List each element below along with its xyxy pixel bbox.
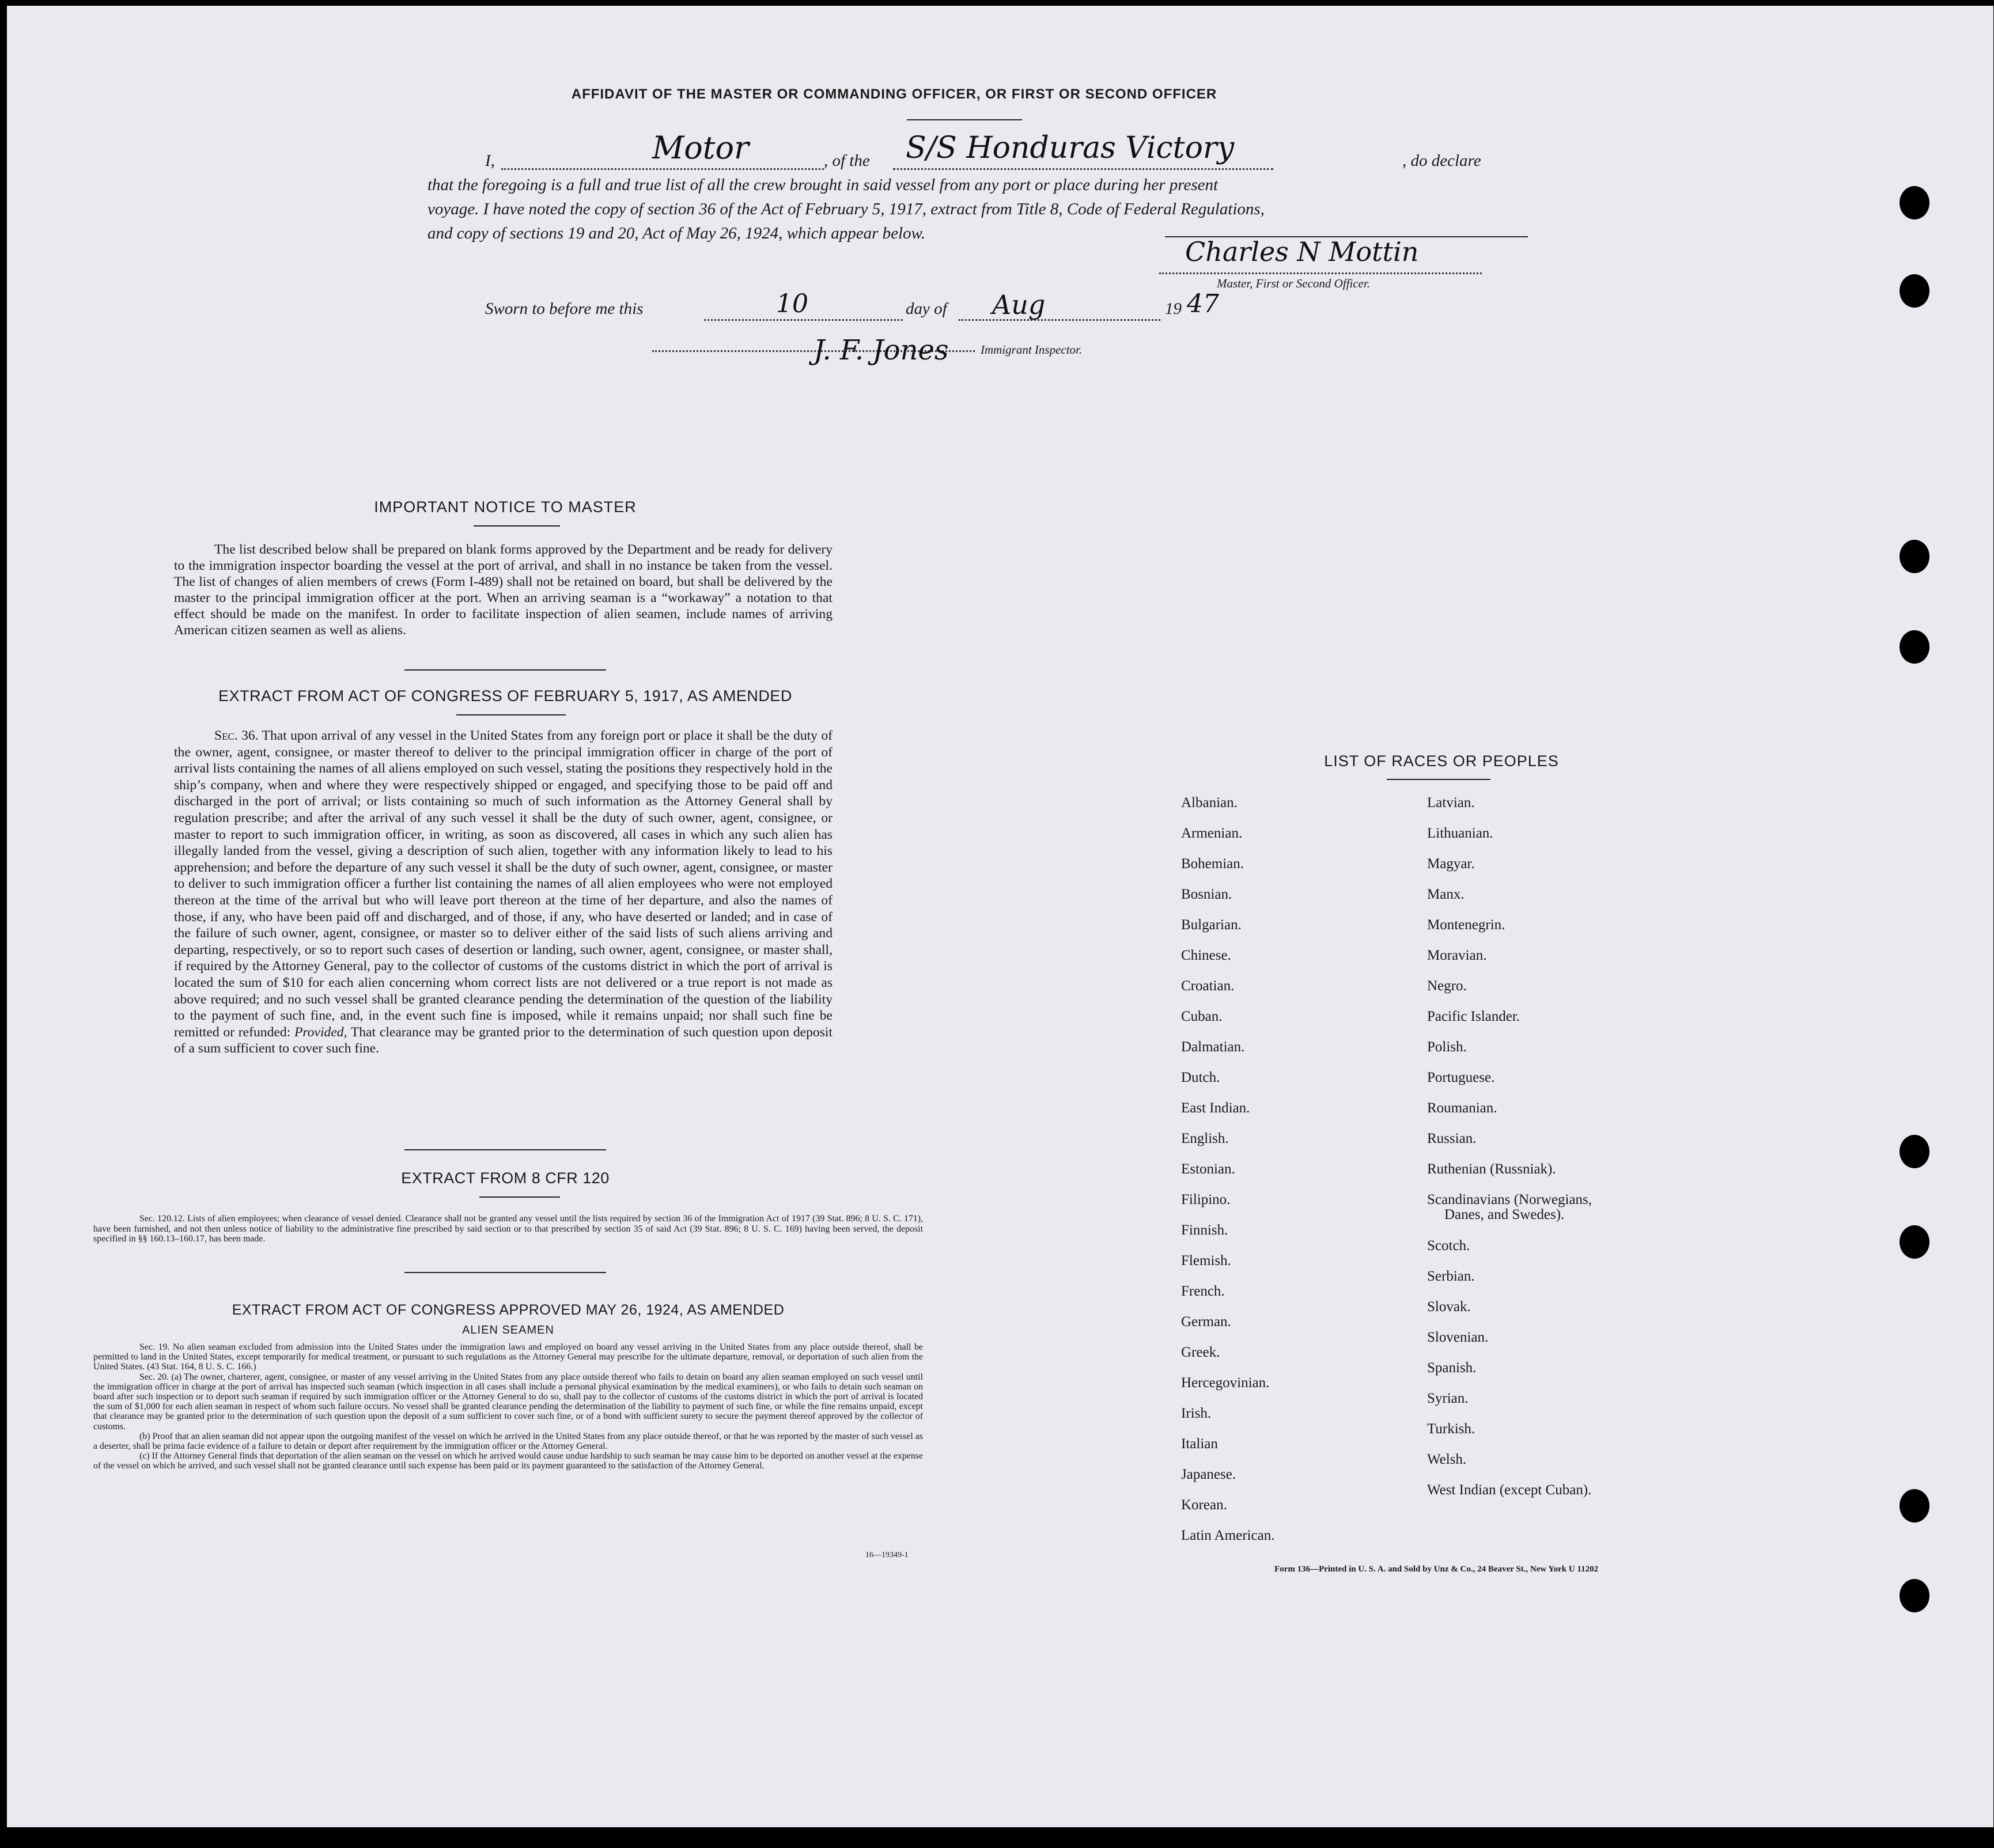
sec-20c: (c) If the Attorney General finds that deportation of the alien seaman on the vessel on which he arrived would cause undue hardship to such seaman he may cause him to be deported on another vessel at the expense of the vessel on which he arrived, and such vessel shall not be granted clearance until such expense has been paid or its payment guaranteed to the satisfaction of the Attorney General. bbox=[93, 1451, 923, 1471]
race-list-item: Croatian. bbox=[1181, 978, 1235, 994]
punch-hole bbox=[1900, 1135, 1929, 1168]
divider bbox=[479, 1196, 560, 1198]
race-list-item: Roumanian. bbox=[1427, 1100, 1497, 1116]
affidavit-body bbox=[427, 130, 1511, 245]
notice-body: The list described below shall be prepared on blank forms approved by the Department and be ready for delivery to the immigration inspector boarding the vessel at the port of arrival, and shall in no instance be taken from the vessel. The list of changes of alien members of crews (Form I-489) shall not be retained on board, but shall be delivered by the master to the principal immigration officer at the port. When an arriving seaman is a “workaway” a notation to that effect should be made on the manifest. In order to facilitate inspection of alien seamen, include names of arriving American citizen seamen as well as aliens. bbox=[174, 542, 833, 638]
races-left-column bbox=[1181, 795, 1400, 1558]
inspector-signature: J. F. Jones bbox=[814, 334, 949, 366]
race-list-item: Estonian. bbox=[1181, 1161, 1235, 1177]
race-list-item: Syrian. bbox=[1427, 1391, 1469, 1406]
sworn-year: 47 bbox=[1187, 289, 1219, 319]
race-list-item: Scandinavians (Norwegians, bbox=[1427, 1192, 1592, 1207]
master-signature: Charles N Mottin bbox=[1185, 236, 1419, 267]
sworn-month: Aug bbox=[992, 289, 1046, 320]
race-list-item: Bulgarian. bbox=[1181, 917, 1242, 933]
race-list-item: Manx. bbox=[1427, 887, 1465, 902]
affidavit-declaration-line bbox=[427, 130, 1511, 173]
race-list-item: Portuguese. bbox=[1427, 1070, 1495, 1085]
printer-line: Form 136—Printed in U. S. A. and Sold by Unz & Co., 24 Beaver St., New York U 11202 bbox=[1274, 1565, 1599, 1574]
races-title: LIST OF RACES OR PEOPLES bbox=[1324, 752, 1559, 770]
race-list-item: Korean. bbox=[1181, 1497, 1227, 1513]
race-list-item: Lithuanian. bbox=[1427, 825, 1493, 841]
race-list-item: English. bbox=[1181, 1131, 1229, 1146]
affidavit-line: voyage. I have noted the copy of section 36 of the Act of February 5, 1917, extract from Title 8, Code of Federal Regulations, bbox=[427, 200, 1265, 218]
sec-20b: (b) Proof that an alien seaman did not appear upon the outgoing manifest of the vessel on which he arrived in the United States from any place outside thereof, or that he was reported by the master of such vessel as a deserter, shall be prima facie evidence of a failure to detain or deport after requirement by the immigration officer or the Attorney General. bbox=[93, 1431, 923, 1452]
race-list-item: Dalmatian. bbox=[1181, 1039, 1245, 1055]
of-the-label: , of the bbox=[824, 152, 870, 170]
punch-hole bbox=[1900, 540, 1929, 573]
provided-word: Provided, bbox=[294, 1024, 347, 1040]
document-page bbox=[7, 6, 1993, 1827]
year-prefix: 19 bbox=[1165, 300, 1182, 318]
extract-1924-title: EXTRACT FROM ACT OF CONGRESS APPROVED MAY 26, 1924, AS AMENDED bbox=[232, 1302, 785, 1318]
affidavit-line: that the foregoing is a full and true list of all the crew brought in said vessel from any port or place during her present bbox=[427, 176, 1219, 194]
race-list-item: Hercegovinian. bbox=[1181, 1375, 1270, 1391]
race-list-item: Cuban. bbox=[1181, 1009, 1223, 1024]
race-list-item: Japanese. bbox=[1181, 1467, 1236, 1482]
handwritten-name: Motor bbox=[652, 130, 749, 166]
race-list-item: Pacific Islander. bbox=[1427, 1009, 1520, 1024]
day-of-label: day of bbox=[906, 300, 947, 318]
sec-19: Sec. 19. No alien seaman excluded from admission into the United States under the immigration laws and employed on board any vessel arriving in the United States from any place outside thereof, shall be permitted to land in the United States, except temporarily for medical treatment, or pursuant to such regulations as the Attorney General may prescribe for the ultimate departure, removal, or deportation of such alien from the United States. (43 Stat. 164, 8 U. S. C. 166.) bbox=[93, 1342, 923, 1372]
divider bbox=[404, 669, 606, 671]
race-list-item: Russian. bbox=[1427, 1131, 1477, 1146]
divider bbox=[404, 1272, 606, 1273]
race-list-item: Polish. bbox=[1427, 1039, 1467, 1055]
punch-hole bbox=[1900, 186, 1929, 219]
race-list-item: Montenegrin. bbox=[1427, 917, 1505, 933]
race-list-item: Filipino. bbox=[1181, 1192, 1231, 1207]
race-list-item: Serbian. bbox=[1427, 1268, 1475, 1284]
section-text-end: That clearance may be granted prior to the determination of such question upon deposit of a sum sufficient to cover such fine. bbox=[174, 1024, 833, 1056]
extract-cfr-title: EXTRACT FROM 8 CFR 120 bbox=[401, 1169, 610, 1187]
extract-1917-title: EXTRACT FROM ACT OF CONGRESS OF FEBRUARY 5, 1917, AS AMENDED bbox=[218, 687, 792, 705]
race-list-item: East Indian. bbox=[1181, 1100, 1250, 1116]
race-list-item: Danes, and Swedes). bbox=[1444, 1207, 1565, 1222]
race-list-item: Latin American. bbox=[1181, 1528, 1275, 1543]
race-list-item: Bosnian. bbox=[1181, 887, 1232, 902]
punch-hole bbox=[1900, 274, 1929, 308]
form-number: 16—19349-1 bbox=[865, 1551, 909, 1559]
extract-1924-subtitle: ALIEN SEAMEN bbox=[462, 1324, 554, 1336]
race-list-item: West Indian (except Cuban). bbox=[1427, 1482, 1592, 1498]
divider bbox=[404, 1149, 606, 1150]
race-list-item: Scotch. bbox=[1427, 1238, 1470, 1254]
affidavit-i: I, bbox=[485, 152, 495, 170]
sworn-label: Sworn to before me this bbox=[485, 300, 644, 318]
race-list-item: Finnish. bbox=[1181, 1222, 1228, 1238]
punch-hole bbox=[1900, 1579, 1929, 1612]
section-label: Sec. 36. bbox=[214, 728, 259, 743]
race-list-item: Ruthenian (Russniak). bbox=[1427, 1161, 1556, 1177]
do-declare-label: , do declare bbox=[1402, 152, 1481, 170]
sworn-line bbox=[485, 289, 1223, 323]
extract-1924-body bbox=[93, 1342, 923, 1471]
race-list-item: Spanish. bbox=[1427, 1360, 1477, 1376]
race-list-item: Irish. bbox=[1181, 1406, 1212, 1421]
race-list-item: Italian bbox=[1181, 1436, 1218, 1452]
sec-20a: Sec. 20. (a) The owner, charterer, agent, consignee, or master of any vessel arriving in the United States from any place outside thereof who fails to detain on board any alien seaman employed on such vessel until the immigration officer in charge at the port of arrival has inspected such seaman (which inspection in all cases shall include a personal physical examination by the medical examiners), or who fails to detain such seaman on board after such inspection or to deport such seaman if required by such immigration officer or the Attorney General to do so, shall pay to the collector of customs of the customs district in which the port of arrival is located the sum of $1,000 for each alien seaman in respect of whom such failure occurs. No vessel shall be granted clearance pending the determination of the liability to payment of such fine, or while the fine remains unpaid, except that clearance may be granted prior to the determination of such question upon the deposit of a sum sufficient to cover such fine, or of a bond with sufficient surety to secure the payment thereof approved by the collector of customs. bbox=[93, 1372, 923, 1432]
vessel-blank-line bbox=[893, 168, 1273, 170]
races-right-column bbox=[1427, 795, 1698, 1513]
punch-hole bbox=[1900, 630, 1929, 664]
punch-hole bbox=[1900, 1225, 1929, 1259]
race-list-item: Negro. bbox=[1427, 978, 1467, 994]
notice-title: IMPORTANT NOTICE TO MASTER bbox=[374, 498, 637, 516]
sworn-day: 10 bbox=[776, 289, 808, 319]
section-text: That upon arrival of any vessel in the United States from any foreign port or place it shall be the duty of the owner, agent, consignee, or master thereof to deliver to the principal immigration officer in charge of the port of arrival lists containing the names of all aliens employed on such vessel, stating the positions they respectively hold in the ship’s company, when and where they were respectively shipped or engaged, and specifying those to be paid off and discharged in the port of arrival; or lists containing so much of such information as the Attorney General shall by regulation prescribe; and after the arrival of any such vessel it shall be the duty of such owner, agent, consignee, or master to report to such immigration officer, in writing, as soon as discovered, all cases in which any such alien has illegally landed from the vessel, giving a description of such alien, together with any information likely to lead to his apprehension; and before the departure of any such vessel it shall be the duty of such owner, agent, consignee, or master to deliver to such immigration officer a further list containing the names of all alien employees who were not employed thereon at the time of the arrival but who will leave port thereon at the time of her departure, and also the names of those, if any, who have been paid off and discharged, and of those, if any, who have deserted or landed; and in case of the failure of such owner, agent, consignee, or master so to deliver either of the said lists of such aliens arriving and departing, respectively, or so to report such cases of desertion or landing, such owner, agent, consignee, or master shall, if required by the Attorney General, pay to the collector of customs of the customs district in which the port of arrival is located the sum of $10 for each alien concerning whom correct lists are not delivered or a true report is not made as above required; and no such vessel shall be granted clearance pending the determination of the question of the liability to the payment of such fine, and, in the event such fine is imposed, while it remains unpaid; nor shall such fine be remitted or refunded: bbox=[174, 728, 833, 1040]
race-list-item: Slovak. bbox=[1427, 1299, 1471, 1315]
race-list-item: Latvian. bbox=[1427, 795, 1475, 811]
extract-1917-body bbox=[174, 728, 833, 1057]
inspector-caption: Immigrant Inspector. bbox=[981, 343, 1083, 357]
race-list-item: Armenian. bbox=[1181, 825, 1243, 841]
divider bbox=[474, 525, 560, 527]
affidavit-heading: AFFIDAVIT OF THE MASTER OR COMMANDING OFFICER, OR FIRST OR SECOND OFFICER bbox=[571, 86, 1217, 102]
race-list-item: Greek. bbox=[1181, 1345, 1220, 1360]
affidavit-line: and copy of sections 19 and 20, Act of May 26, 1924, which appear below. bbox=[427, 224, 925, 243]
race-list-item: Albanian. bbox=[1181, 795, 1238, 811]
extract-cfr-body: Sec. 120.12. Lists of alien employees; when clearance of vessel denied. Clearance shall not be granted any vessel until the lists required by section 36 of the Immigration Act of 1917 (39 Stat. 896; 8 U. S. C. 171), have been furnished, and not then unless notice of liability to the administrative fine prescribed by said section or to that prescribed by section 35 of said Act (39 Stat. 896; 8 U. S. C. 169) having been served, the deposit specified in §§ 160.13–160.17, has been made. bbox=[93, 1214, 923, 1244]
master-caption-line bbox=[1159, 272, 1482, 274]
divider bbox=[1387, 779, 1490, 780]
race-list-item: Flemish. bbox=[1181, 1253, 1231, 1268]
race-list-item: Moravian. bbox=[1427, 948, 1487, 963]
race-list-item: Bohemian. bbox=[1181, 856, 1244, 872]
divider bbox=[907, 119, 1022, 120]
race-list-item: Magyar. bbox=[1427, 856, 1475, 872]
punch-hole bbox=[1900, 1489, 1929, 1523]
name-blank-line bbox=[501, 168, 824, 170]
race-list-item: Welsh. bbox=[1427, 1452, 1467, 1467]
master-caption: Master, First or Second Officer. bbox=[1217, 277, 1370, 290]
divider bbox=[456, 714, 566, 715]
race-list-item: French. bbox=[1181, 1283, 1225, 1299]
race-list-item: Turkish. bbox=[1427, 1421, 1475, 1437]
race-list-item: German. bbox=[1181, 1314, 1231, 1330]
race-list-item: Dutch. bbox=[1181, 1070, 1220, 1085]
month-blank-line bbox=[959, 319, 1160, 321]
handwritten-vessel: S/S Honduras Victory bbox=[906, 131, 1235, 165]
race-list-item: Chinese. bbox=[1181, 948, 1231, 963]
race-list-item: Slovenian. bbox=[1427, 1330, 1489, 1345]
day-blank-line bbox=[704, 319, 903, 321]
